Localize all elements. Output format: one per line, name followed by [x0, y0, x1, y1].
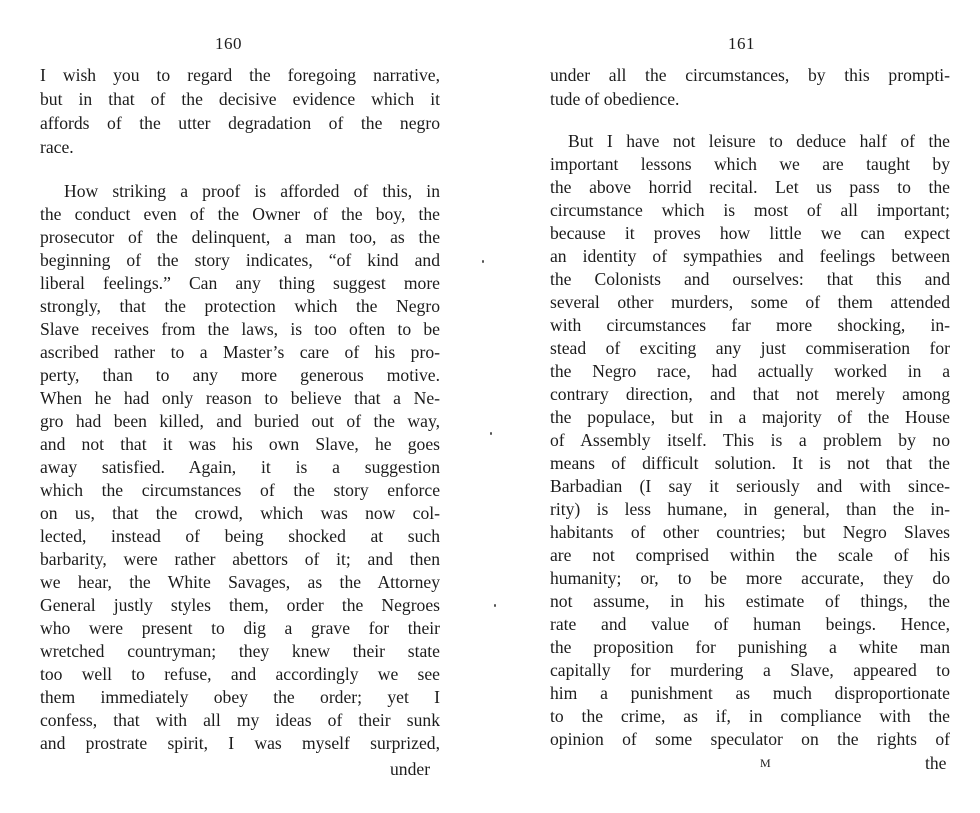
left-page-number: 160 [215, 34, 242, 53]
text-line: not assume, in his estimate of things, the [550, 591, 950, 611]
text-line: capitally for murdering a Slave, appeared to [550, 660, 950, 680]
text-line: the Colonists and ourselves: that this and [550, 269, 950, 289]
text-line: wretched countryman; they knew their state [40, 641, 440, 661]
text-line: tude of obedience. [550, 89, 680, 109]
text-line: the Negro race, had actually worked in a [550, 361, 950, 381]
text-line: on us, that the crowd, which was now col- [40, 503, 440, 523]
text-line: the populace, but in a majority of the House [550, 407, 950, 427]
text-line: an identity of sympathies and feelings between [550, 246, 950, 266]
text-line: we hear, the White Savages, as the Attorney [40, 572, 440, 592]
text-line: lected, instead of being shocked at such [40, 526, 440, 546]
text-line: rity) is less humane, in general, than the in- [550, 499, 950, 519]
text-line: habitants of other countries; but Negro Slaves [550, 522, 950, 542]
text-line: strongly, that the protection which the Negro [40, 296, 440, 316]
right-page-number: 161 [728, 34, 755, 53]
text-line: But I have not leisure to deduce half of the [568, 131, 950, 151]
text-line: opinion of some speculator on the rights of [550, 729, 950, 749]
text-line: gro had been killed, and buried out of the way, [40, 411, 440, 431]
text-line: under all the circumstances, by this prompti- [550, 65, 950, 85]
text-line: the proposition for punishing a white man [550, 637, 950, 657]
text-line: them immediately obey the order; yet I [40, 687, 440, 707]
margin-speck [490, 432, 492, 435]
text-line: of Assembly itself. This is a problem by no [550, 430, 950, 450]
text-line: How striking a proof is afforded of this, in [64, 181, 440, 201]
text-line: important lessons which we are taught by [550, 154, 950, 174]
text-line: away satisfied. Again, it is a suggestion [40, 457, 440, 477]
text-line: I wish you to regard the foregoing narrative, [40, 65, 440, 85]
text-line: beginning of the story indicates, “of kind and [40, 250, 440, 270]
text-line: and prostrate spirit, I was myself surprized, [40, 733, 440, 753]
left-catchword: under [390, 759, 431, 779]
text-line: perty, than to any more generous motive. [40, 365, 440, 385]
text-line: Barbadian (I say it seriously and with since- [550, 476, 950, 496]
text-line: barbarity, were rather abettors of it; and then [40, 549, 440, 569]
text-line: means of difficult solution. It is not that the [550, 453, 950, 473]
text-line: ascribed rather to a Master’s care of his pro- [40, 342, 440, 362]
text-line: who were present to dig a grave for their [40, 618, 440, 638]
text-line: race. [40, 137, 74, 157]
signature-mark: M [760, 756, 772, 770]
text-line: but in that of the decisive evidence which it [40, 89, 440, 109]
text-line: humanity; or, to be more accurate, they do [550, 568, 950, 588]
text-line: the above horrid recital. Let us pass to the [550, 177, 950, 197]
right-catchword: the [925, 753, 947, 773]
text-line: are not comprised within the scale of his [550, 545, 950, 565]
text-line: circumstance which is most of all important; [550, 200, 950, 220]
text-line: liberal feelings.” Can any thing suggest more [40, 273, 440, 293]
text-line: stead of exciting any just commiseration for [550, 338, 950, 358]
text-line: him a punishment as much disproportionate [550, 683, 950, 703]
text-line: affords of the utter degradation of the negro [40, 113, 440, 133]
text-line: because it proves how little we can expect [550, 223, 950, 243]
text-line: confess, that with all my ideas of their sunk [40, 710, 440, 730]
text-line: too well to refuse, and accordingly we see [40, 664, 440, 684]
margin-speck [482, 260, 484, 263]
text-line: to the crime, as if, in compliance with the [550, 706, 950, 726]
text-line: contrary direction, and that not merely among [550, 384, 950, 404]
text-line: which the circumstances of the story enforce [40, 480, 440, 500]
text-line: Slave receives from the laws, is too often to be [40, 319, 440, 339]
text-line: and not that it was his own Slave, he goes [40, 434, 440, 454]
text-line: prosecutor of the delinquent, a man too, as the [40, 227, 440, 247]
text-line: rate and value of human beings. Hence, [550, 614, 950, 634]
text-line: General justly styles them, order the Negroes [40, 595, 440, 615]
margin-speck [494, 604, 496, 607]
text-line: several other murders, some of them attended [550, 292, 950, 312]
text-line: with circumstances far more shocking, in- [550, 315, 950, 335]
text-line: the conduct even of the Owner of the boy, the [40, 204, 440, 224]
text-line: When he had only reason to believe that a Ne- [40, 388, 440, 408]
